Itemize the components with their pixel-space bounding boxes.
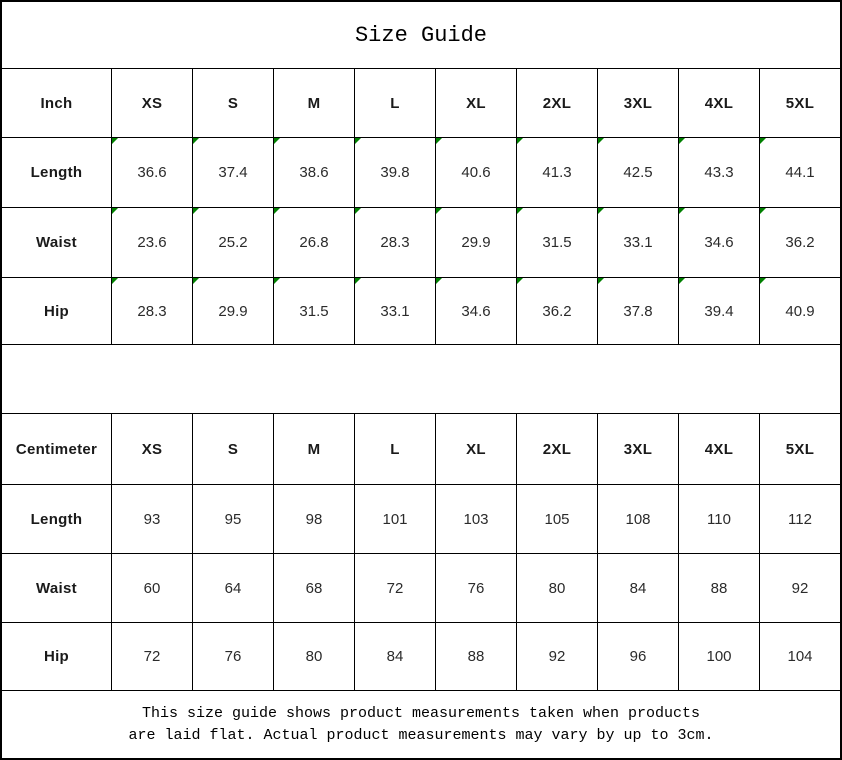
size-header-5xl: 5XL xyxy=(759,414,840,484)
measurement-value: 39.4 xyxy=(704,302,734,320)
measurement-cell xyxy=(192,208,273,277)
measurement-cell xyxy=(516,623,597,690)
measurement-value: 28.3 xyxy=(137,302,167,320)
measurement-value: 88 xyxy=(467,648,485,665)
size-header-5xl: 5XL xyxy=(759,69,840,137)
measurement-value: 39.8 xyxy=(380,164,410,181)
size-header-2xl: 2XL xyxy=(516,414,597,484)
measurement-value: 93 xyxy=(143,510,161,528)
measurement-cell xyxy=(192,554,273,622)
measurement-cell xyxy=(273,623,354,690)
cell-flag-triangle-icon xyxy=(598,138,604,144)
size-header-2xl: 2XL xyxy=(516,69,597,137)
measurement-cell xyxy=(192,278,273,344)
measurement-value: 31.5 xyxy=(542,234,572,251)
row-label-waist: Waist xyxy=(36,579,77,597)
measurement-cell xyxy=(678,138,759,207)
measurement-cell xyxy=(273,278,354,344)
measurement-cell xyxy=(759,138,840,207)
inch-waist-row xyxy=(2,207,840,277)
cell-flag-triangle-icon xyxy=(112,208,118,214)
cell-flag-triangle-icon xyxy=(517,138,523,144)
size-header-4xl: 4XL xyxy=(678,69,759,137)
measurement-value: 105 xyxy=(544,510,570,528)
measurement-cell xyxy=(273,138,354,207)
measurement-value: 84 xyxy=(629,579,647,597)
measurement-cell xyxy=(192,138,273,207)
row-label-waist: Waist xyxy=(36,234,77,251)
cell-flag-triangle-icon xyxy=(679,278,685,284)
cm-waist-row xyxy=(2,553,840,622)
cell-flag-triangle-icon xyxy=(112,278,118,284)
measurement-value: 29.9 xyxy=(461,234,491,251)
measurement-cell xyxy=(111,208,192,277)
measurement-cell xyxy=(678,278,759,344)
size-header-xs: XS xyxy=(111,69,192,137)
size-header-xs: XS xyxy=(111,414,192,484)
measurement-value: 100 xyxy=(706,648,732,665)
measurement-cell xyxy=(678,485,759,553)
cell-flag-triangle-icon xyxy=(436,278,442,284)
cell-flag-triangle-icon xyxy=(436,138,442,144)
measurement-cell xyxy=(759,554,840,622)
measurement-value: 72 xyxy=(386,579,404,597)
measurement-cell xyxy=(759,278,840,344)
measurement-value: 68 xyxy=(305,579,323,597)
measurement-cell xyxy=(597,554,678,622)
size-header-l: L xyxy=(354,414,435,484)
measurement-value: 36.2 xyxy=(542,302,572,320)
measurement-cell xyxy=(516,138,597,207)
size-header-xl: XL xyxy=(435,414,516,484)
measurement-value: 33.1 xyxy=(380,302,410,320)
measurement-cell xyxy=(111,485,192,553)
unit-header-centimeter: Centimeter xyxy=(15,440,98,458)
size-header-m: M xyxy=(273,414,354,484)
cell-flag-triangle-icon xyxy=(193,208,199,214)
measurement-value: 42.5 xyxy=(623,164,653,181)
inch-hip-row xyxy=(2,277,840,344)
measurement-value: 38.6 xyxy=(299,164,329,181)
measurement-value: 64 xyxy=(224,579,242,597)
measurement-value: 25.2 xyxy=(218,234,248,251)
measurement-value: 80 xyxy=(305,648,323,665)
measurement-cell xyxy=(678,554,759,622)
cell-flag-triangle-icon xyxy=(355,278,361,284)
cell-flag-triangle-icon xyxy=(274,208,280,214)
measurement-cell xyxy=(516,278,597,344)
measurement-value: 112 xyxy=(788,510,812,528)
measurement-value: 29.9 xyxy=(218,302,248,320)
measurement-value: 103 xyxy=(463,510,489,528)
inch-header-row xyxy=(2,68,840,137)
measurement-value: 98 xyxy=(305,510,323,528)
cell-flag-triangle-icon xyxy=(517,278,523,284)
measurement-value: 34.6 xyxy=(704,234,734,251)
measurement-cell xyxy=(597,278,678,344)
cm-header-row xyxy=(2,413,840,484)
measurement-cell xyxy=(111,278,192,344)
measurement-cell xyxy=(516,554,597,622)
measurement-cell xyxy=(597,623,678,690)
measurement-value: 44.1 xyxy=(785,164,815,181)
size-header-3xl: 3XL xyxy=(597,69,678,137)
measurement-cell xyxy=(435,485,516,553)
footer-note-line2: are laid flat. Actual product measurements may vary by up to 3cm. xyxy=(128,726,714,744)
measurement-cell xyxy=(435,208,516,277)
cell-flag-triangle-icon xyxy=(598,208,604,214)
measurement-cell xyxy=(759,208,840,277)
measurement-value: 40.6 xyxy=(461,164,491,181)
unit-header-inch: Inch xyxy=(40,94,73,112)
measurement-cell xyxy=(273,208,354,277)
measurement-cell xyxy=(597,138,678,207)
measurement-value: 37.8 xyxy=(623,302,653,320)
size-header-3xl: 3XL xyxy=(597,414,678,484)
size-header-l: L xyxy=(354,69,435,137)
size-header-4xl: 4XL xyxy=(678,414,759,484)
measurement-value: 28.3 xyxy=(380,234,410,251)
measurement-value: 80 xyxy=(548,579,566,597)
cell-flag-triangle-icon xyxy=(679,138,685,144)
measurement-value: 34.6 xyxy=(461,302,491,320)
measurement-value: 26.8 xyxy=(299,234,329,251)
measurement-value: 41.3 xyxy=(542,164,572,181)
cm-length-row xyxy=(2,484,840,553)
cell-flag-triangle-icon xyxy=(436,208,442,214)
measurement-cell xyxy=(435,554,516,622)
cell-flag-triangle-icon xyxy=(112,138,118,144)
cell-flag-triangle-icon xyxy=(355,208,361,214)
size-guide-title: Size Guide xyxy=(354,22,488,48)
cm-hip-row xyxy=(2,622,840,690)
measurement-cell xyxy=(354,278,435,344)
size-header-s: S xyxy=(192,414,273,484)
measurement-cell xyxy=(354,623,435,690)
measurement-value: 104 xyxy=(787,648,813,665)
measurement-cell xyxy=(111,138,192,207)
cell-flag-triangle-icon xyxy=(760,278,766,284)
measurement-value: 33.1 xyxy=(623,234,653,251)
measurement-value: 31.5 xyxy=(299,302,329,320)
measurement-value: 23.6 xyxy=(137,234,167,251)
measurement-value: 36.2 xyxy=(785,234,815,251)
measurement-cell xyxy=(435,278,516,344)
measurement-value: 92 xyxy=(791,579,809,597)
measurement-value: 88 xyxy=(710,579,728,597)
row-label-length: Length xyxy=(30,510,83,528)
measurement-cell xyxy=(759,485,840,553)
measurement-cell xyxy=(111,554,192,622)
size-header-xl: XL xyxy=(435,69,516,137)
cell-flag-triangle-icon xyxy=(193,278,199,284)
measurement-cell xyxy=(273,485,354,553)
measurement-cell xyxy=(273,554,354,622)
measurement-value: 37.4 xyxy=(218,164,248,181)
footer-note xyxy=(2,690,840,758)
measurement-cell xyxy=(435,138,516,207)
size-header-m: M xyxy=(273,69,354,137)
measurement-cell xyxy=(435,623,516,690)
cell-flag-triangle-icon xyxy=(679,208,685,214)
cell-flag-triangle-icon xyxy=(760,208,766,214)
measurement-cell xyxy=(192,485,273,553)
measurement-value: 96 xyxy=(629,648,647,665)
measurement-cell xyxy=(354,138,435,207)
measurement-cell xyxy=(516,208,597,277)
cell-flag-triangle-icon xyxy=(274,278,280,284)
measurement-cell xyxy=(354,554,435,622)
spacer-row xyxy=(2,344,840,413)
measurement-value: 76 xyxy=(467,579,485,597)
measurement-value: 36.6 xyxy=(137,164,167,181)
measurement-value: 101 xyxy=(382,510,408,528)
measurement-value: 92 xyxy=(548,648,566,665)
measurement-cell xyxy=(678,623,759,690)
row-label-length: Length xyxy=(30,164,83,181)
cell-flag-triangle-icon xyxy=(517,208,523,214)
cell-flag-triangle-icon xyxy=(598,278,604,284)
measurement-value: 60 xyxy=(143,579,161,597)
cell-flag-triangle-icon xyxy=(274,138,280,144)
measurement-cell xyxy=(759,623,840,690)
measurement-value: 40.9 xyxy=(785,302,815,320)
measurement-cell xyxy=(354,485,435,553)
measurement-value: 108 xyxy=(625,510,651,528)
size-header-s: S xyxy=(192,69,273,137)
measurement-value: 110 xyxy=(707,510,731,528)
row-label-hip: Hip xyxy=(43,302,70,320)
cell-flag-triangle-icon xyxy=(355,138,361,144)
measurement-value: 84 xyxy=(386,648,404,665)
measurement-value: 76 xyxy=(224,648,242,665)
footer-note-line1: This size guide shows product measurements taken when products xyxy=(141,704,701,722)
measurement-cell xyxy=(597,208,678,277)
measurement-value: 72 xyxy=(143,648,161,665)
row-label-hip: Hip xyxy=(43,648,70,665)
cell-flag-triangle-icon xyxy=(760,138,766,144)
measurement-cell xyxy=(678,208,759,277)
cell-flag-triangle-icon xyxy=(193,138,199,144)
measurement-value: 43.3 xyxy=(704,164,734,181)
measurement-cell xyxy=(597,485,678,553)
measurement-value: 95 xyxy=(224,510,242,528)
measurement-cell xyxy=(111,623,192,690)
measurement-cell xyxy=(354,208,435,277)
inch-length-row xyxy=(2,137,840,207)
measurement-cell xyxy=(192,623,273,690)
measurement-cell xyxy=(516,485,597,553)
